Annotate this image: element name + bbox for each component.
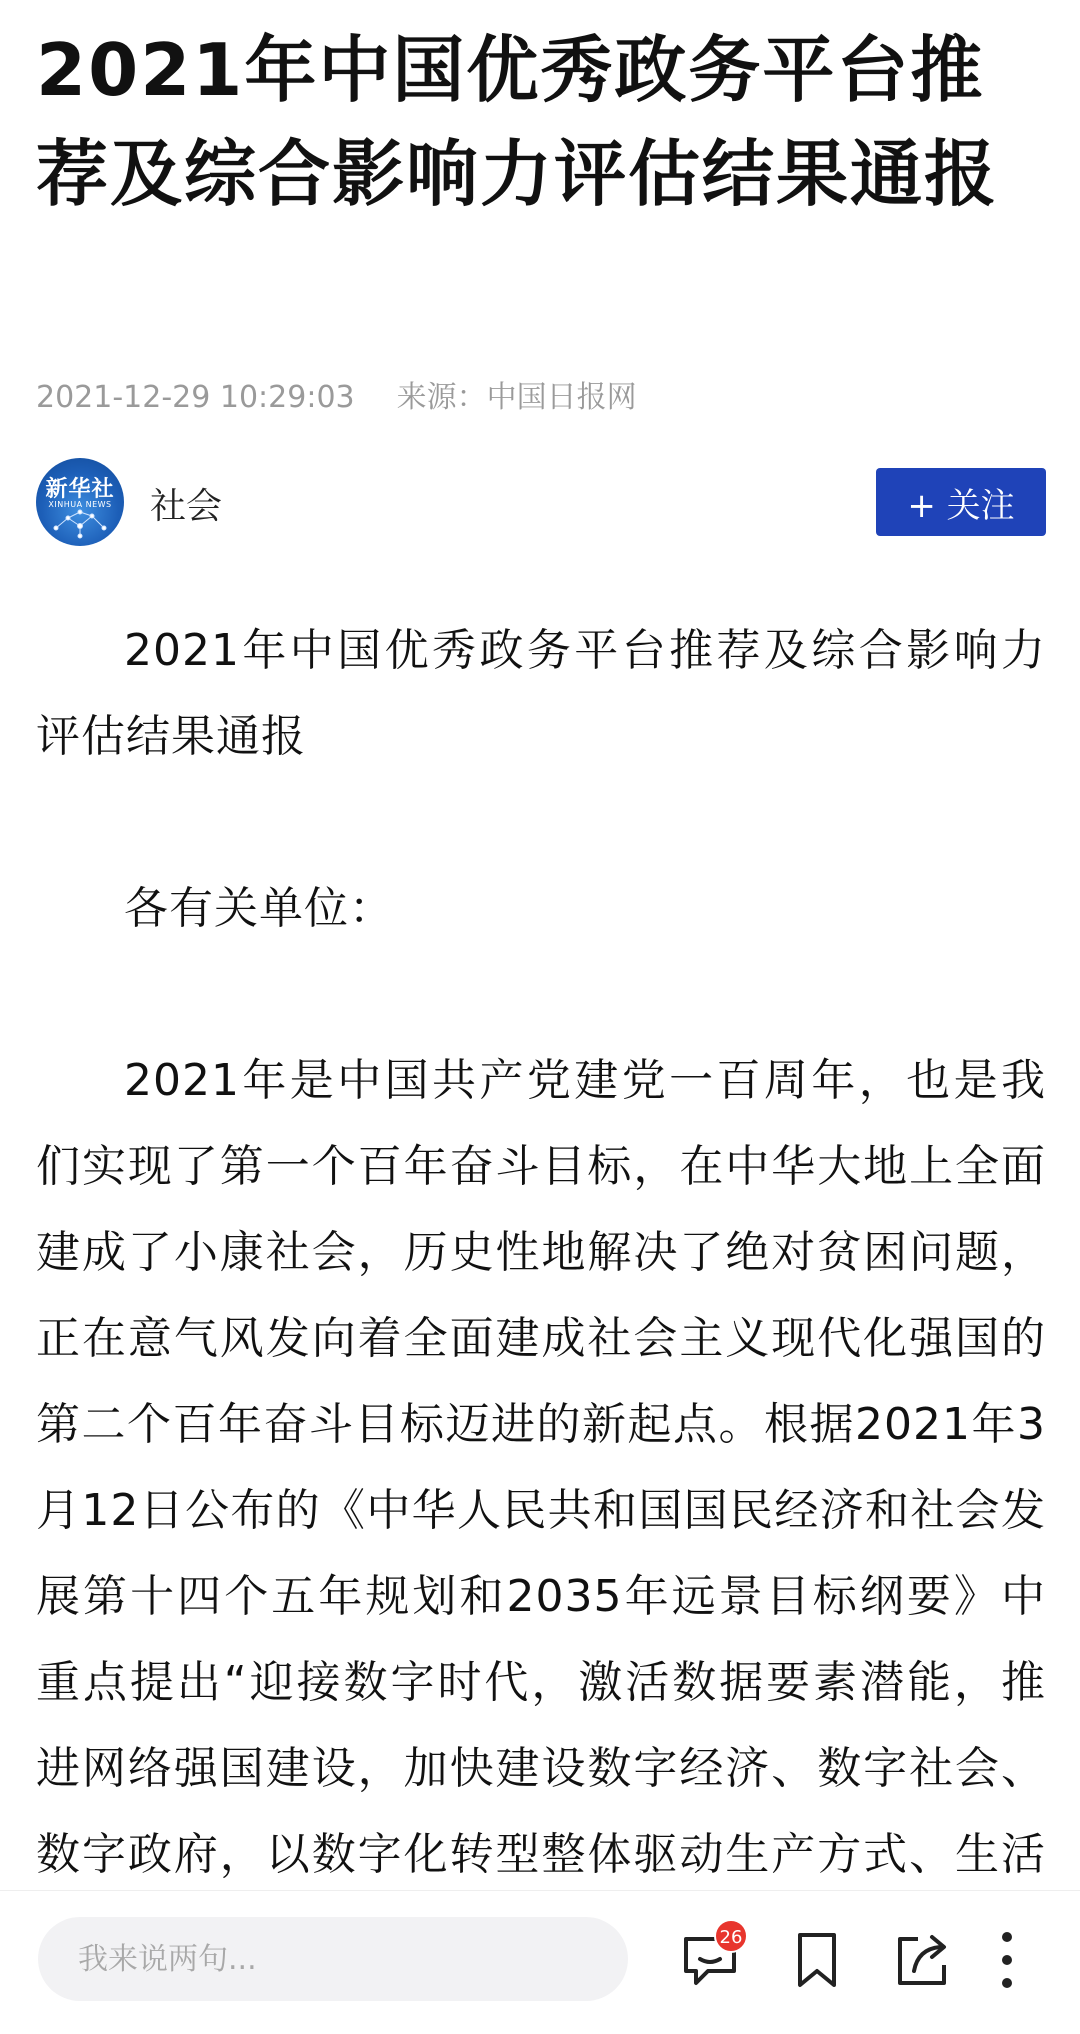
more-button[interactable] (982, 1925, 1032, 1995)
share-button[interactable] (888, 1925, 958, 1995)
body-paragraph: 2021年是中国共产党建党一百周年，也是我们实现了第一个百年奋斗目标，在中华大地上全面建成了小康社会，历史性地解决了绝对贫困问题，正在意气风发向着全面建成社会主义现代化强国的第二个百年奋斗目标迈进的新起点。根据2021年3月12日公布的《中华人民共和国国民经济和社会发展第十四个五年规划和2035年远景目标纲要》中重点提出“迎接数字时代，激活数据要素潜能，推进网络强国建设，加快建设数字经济、数字社会、数字政府，以数字化转型整体驱动生产方式、生活 (36, 1055, 1046, 1880)
network-graphic-icon (50, 508, 110, 538)
logo-text-cn: 新华社 (45, 477, 115, 502)
body-subtitle: 2021年中国优秀政务平台推荐及综合影响力评估结果通报 (36, 625, 1046, 762)
xinhua-logo-avatar[interactable] (36, 458, 124, 546)
share-icon (888, 1925, 958, 1995)
body-salutation: 各有关单位： (124, 883, 394, 934)
bookmark-icon (782, 1925, 852, 1995)
bottom-action-bar (0, 1890, 1080, 2034)
follow-button-label: + 关注 (907, 485, 1015, 526)
article-body (36, 608, 1046, 1984)
more-icon (982, 1925, 1032, 1995)
article-source: 来源：中国日报网 (396, 380, 637, 415)
article-meta (36, 372, 637, 416)
comment-input[interactable] (38, 1917, 628, 2001)
bookmark-button[interactable] (782, 1925, 852, 1995)
logo-text-en: XINHUA NEWS (48, 500, 112, 509)
follow-button[interactable] (876, 468, 1046, 536)
comment-count-badge: 26 (714, 1919, 748, 1953)
publish-time: 2021-12-29 10:29:03 (36, 380, 355, 415)
channel-name[interactable]: 社会 (150, 486, 223, 527)
article-title: 2021年中国优秀政务平台推荐及综合影响力评估结果通报 (36, 28, 999, 216)
comment-button[interactable] (676, 1925, 746, 1995)
author-row (36, 458, 1046, 548)
